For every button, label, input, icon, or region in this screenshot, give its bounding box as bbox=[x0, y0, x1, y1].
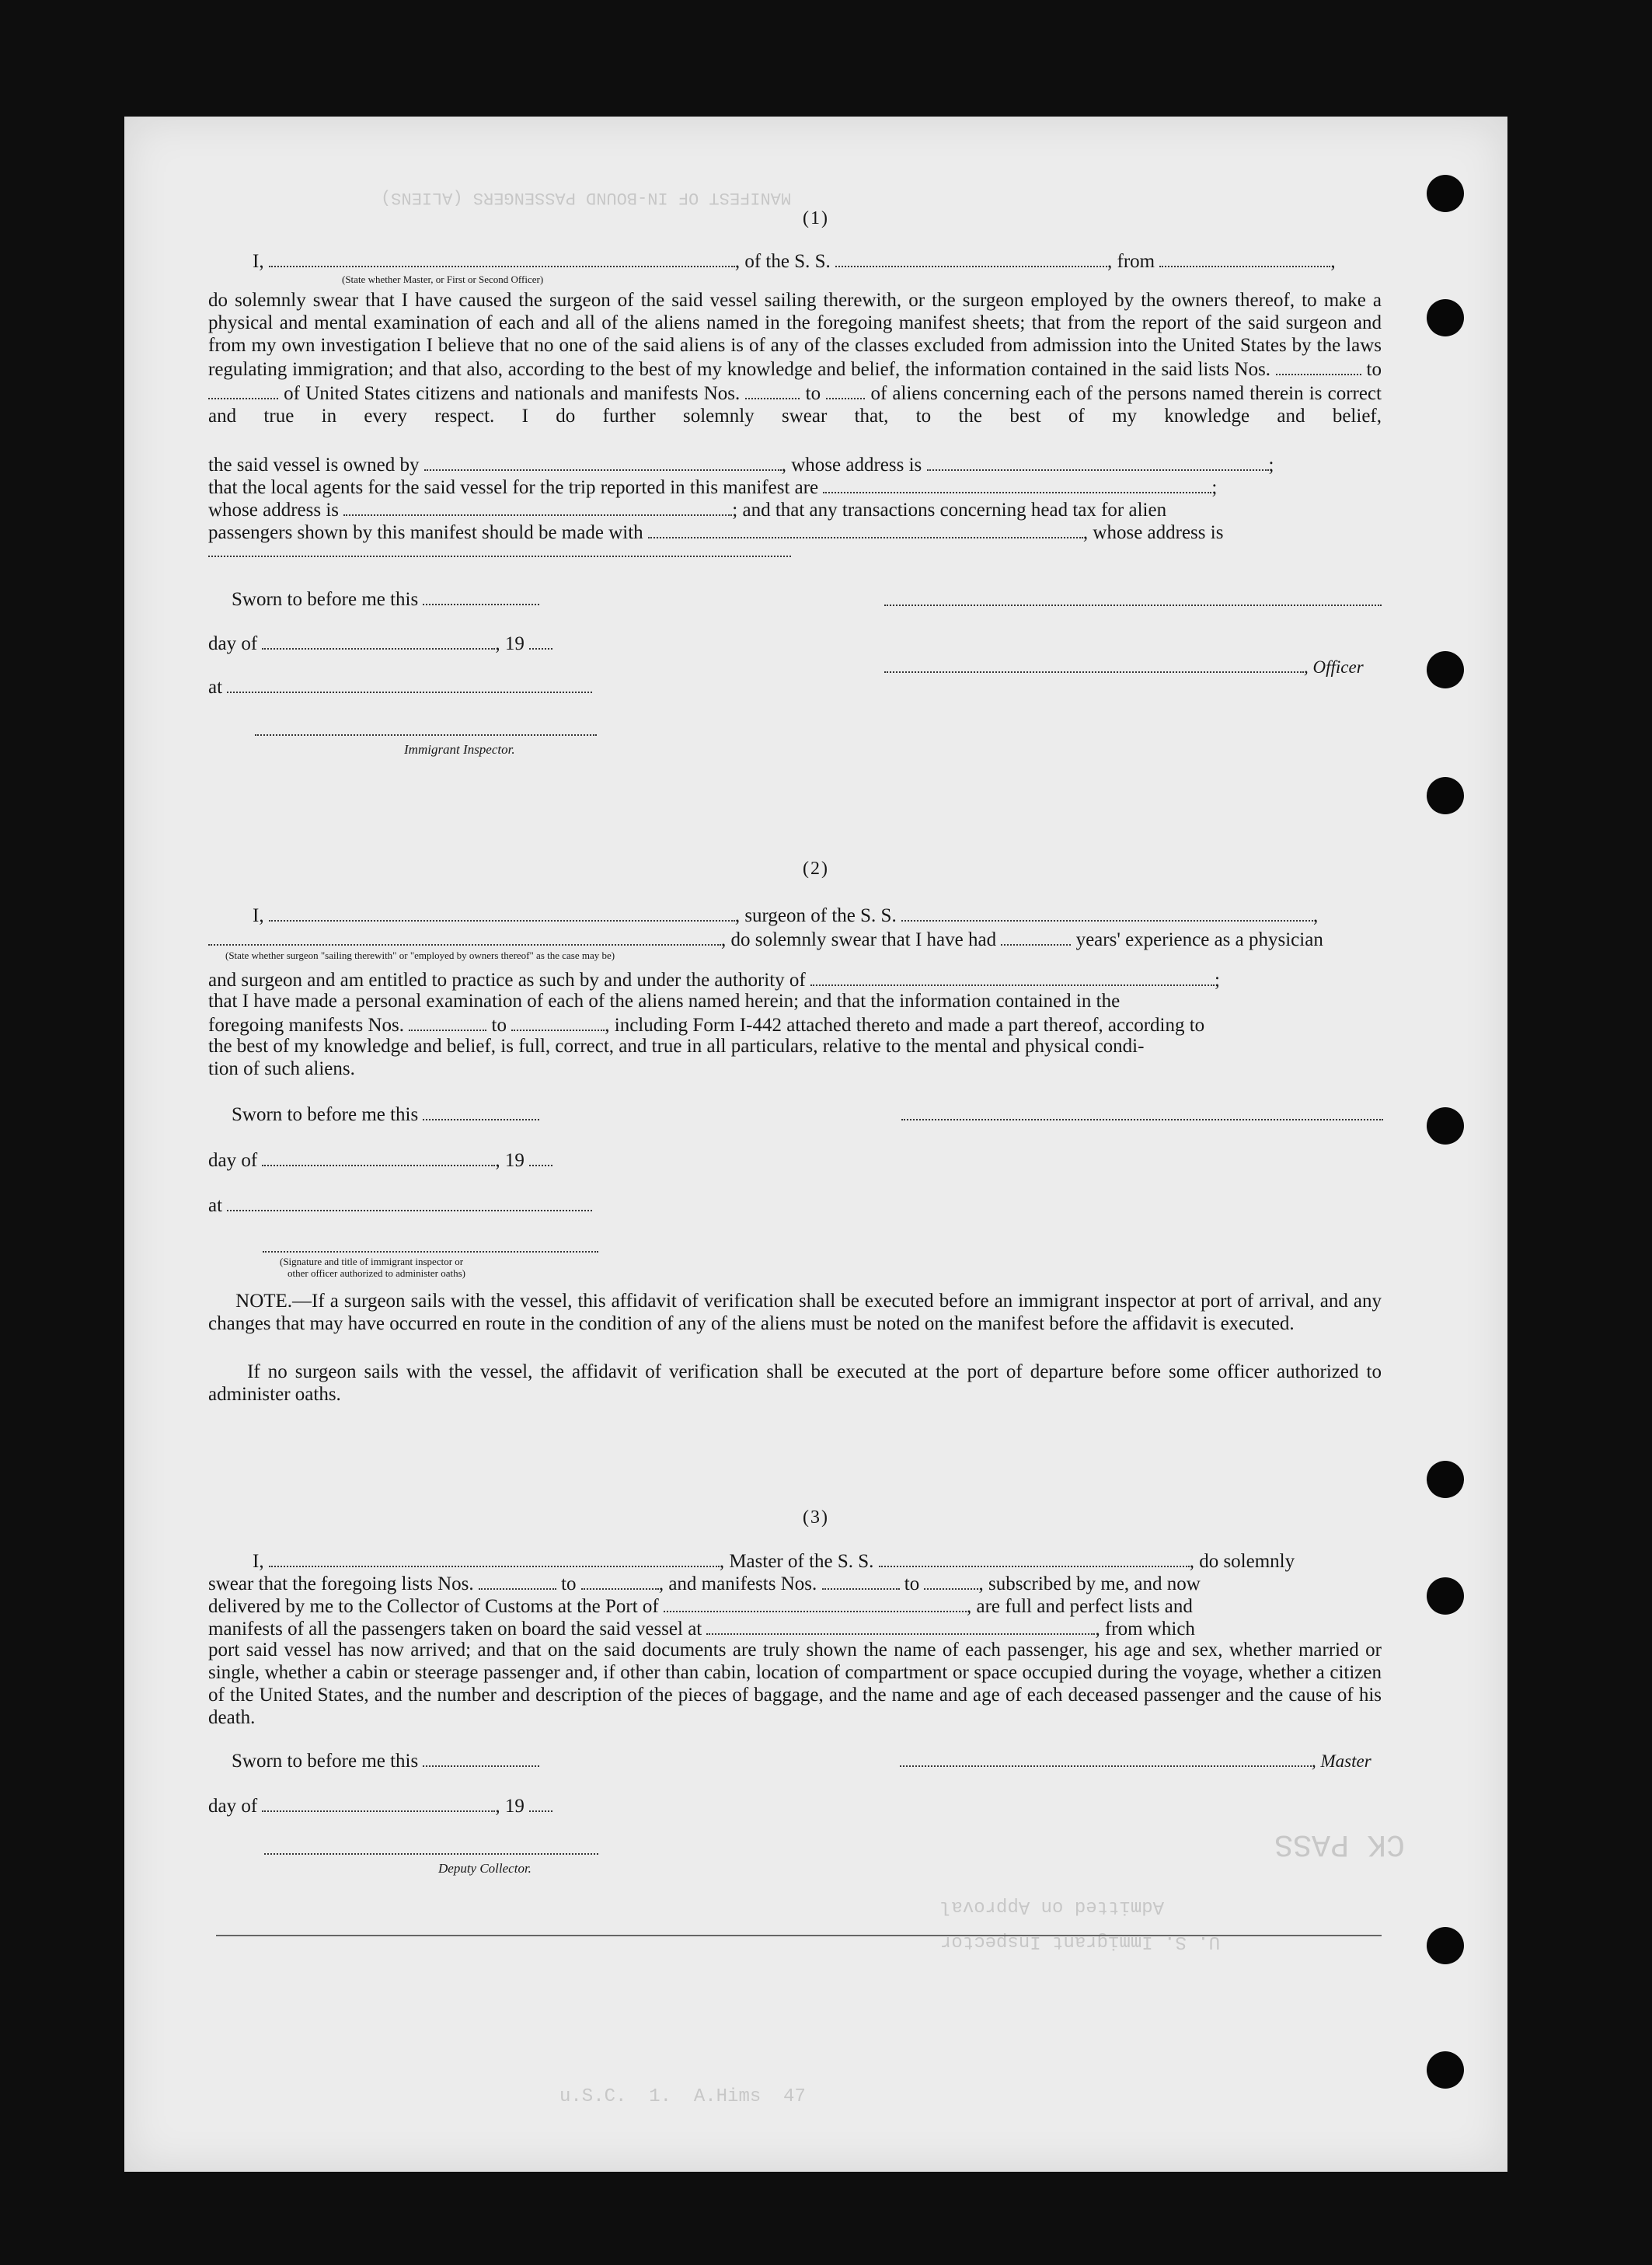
s3-full-label: , are full and perfect lists and bbox=[967, 1596, 1193, 1617]
s1-at-field[interactable] bbox=[227, 674, 592, 693]
lists-from-field[interactable] bbox=[1276, 357, 1361, 375]
s2-line-4: that I have made a personal examination of each of the aliens named herein; and that the information contained in the bbox=[208, 991, 1121, 1012]
s3-line-4 bbox=[208, 1616, 1195, 1641]
ghost-line: Admitted on Approval bbox=[940, 1896, 1165, 1917]
s1-of-ss: , of the S. S. bbox=[734, 251, 831, 272]
s3-collector-sig-field[interactable] bbox=[264, 1853, 598, 1855]
s1-day-field[interactable] bbox=[262, 631, 495, 650]
s1-at bbox=[208, 674, 592, 699]
s2-sworn-label: Sworn to before me this bbox=[232, 1104, 419, 1125]
manifests-from-field[interactable] bbox=[745, 381, 800, 399]
s3-sworn bbox=[232, 1748, 539, 1773]
s2-at bbox=[208, 1193, 592, 1218]
headtax-address-field[interactable] bbox=[208, 556, 791, 557]
header-faded: MANIFEST OF IN-BOUND PASSENGERS (ALIENS) bbox=[381, 188, 792, 207]
section-2-number: (2) bbox=[803, 859, 829, 879]
owner-field[interactable] bbox=[424, 452, 782, 471]
s3-lists-label: swear that the foregoing lists Nos. bbox=[208, 1573, 474, 1594]
binder-hole bbox=[1427, 1107, 1464, 1145]
officer-name-field[interactable] bbox=[269, 249, 735, 267]
s2-line-3: and surgeon and am entitled to practice as such by and under the authority of ; bbox=[208, 967, 1220, 992]
from-port-field[interactable] bbox=[1159, 249, 1330, 267]
s1-i: I, bbox=[253, 251, 264, 272]
owner-address-field[interactable] bbox=[927, 452, 1269, 471]
note-text-1: —If a surgeon sails with the vessel, this affidavit of verification shall be executed before an immigrant inspector at port of arrival, and any changes that may have occurred en route in the condition of any of the aliens must be noted on the manifest before the affidavit is executed. bbox=[208, 1291, 1382, 1334]
s1-year-field[interactable] bbox=[529, 631, 552, 650]
s3-dayof bbox=[208, 1793, 552, 1818]
s1-year-label: , 19 bbox=[495, 633, 525, 654]
s1-officer-line bbox=[884, 654, 1364, 679]
s1-to: to bbox=[1366, 359, 1382, 380]
s3-lists-to-field[interactable] bbox=[581, 1571, 659, 1590]
s2-year-label: , 19 bbox=[495, 1150, 525, 1171]
s3-sworn-label: Sworn to before me this bbox=[232, 1751, 419, 1772]
s3-subscribed-label: , subscribed by me, and now bbox=[978, 1573, 1201, 1594]
s1-whose-label: whose address is bbox=[208, 500, 340, 521]
s3-manifests-label: , and manifests Nos. bbox=[658, 1573, 817, 1594]
s2-hint: (State whether surgeon "sailing therewith" or "employed by owners thereof" as the case may be) bbox=[225, 950, 615, 961]
s1-officer-field[interactable] bbox=[884, 654, 1304, 673]
s1-to: to bbox=[805, 383, 821, 404]
s3-master-sig-field[interactable] bbox=[900, 1748, 1312, 1767]
bottom-rule bbox=[216, 1935, 1382, 1936]
s2-authority-label: and surgeon and am entitled to practice as such by and under the authority of bbox=[208, 970, 806, 991]
surgeon-type-field[interactable] bbox=[208, 927, 721, 946]
s1-sworn-field[interactable] bbox=[423, 587, 539, 605]
binder-hole bbox=[1427, 777, 1464, 814]
s1-headtax-label: ; and that any transactions concerning head tax for alien bbox=[732, 500, 1167, 521]
s1-inspector-sig-field[interactable] bbox=[255, 734, 597, 736]
note-label: NOTE. bbox=[235, 1291, 293, 1312]
s3-paragraph: port said vessel has now arrived; and that on the said documents are truly shown the name of each passenger, his age and sex, whether married or single, whether a cabin or steerage passenger and, if other than cabin, location of compartment or space occupied during the voyage, whether a citizen of the United States, and the number and description of the pieces of baggage, and the name and age of each deceased passenger and the cause of his death. bbox=[208, 1640, 1382, 1728]
s1-dayof bbox=[208, 631, 552, 656]
s3-dayof-label: day of bbox=[208, 1796, 258, 1817]
s2-sig-caption-1: (Signature and title of immigrant inspector or bbox=[280, 1256, 464, 1267]
binder-hole bbox=[1427, 1927, 1464, 1964]
s1-owned-address-label: , whose address is bbox=[781, 455, 922, 476]
s1-text-a: do solemnly swear that I have caused the surgeon of the said vessel sailing therewith, or the surgeon employed by the owners thereof, to make a physical and mental examination of each and all of the aliens named in the foregoing manifest sheets; that from the report of the said surgeon and from my own investigation I believe that no one of the said aliens is of any of the classes excluded from admission into the United States by the laws regulating immigration; and that also, according to the best of my knowledge and belief, the information contained in the said lists Nos. bbox=[208, 290, 1382, 380]
s2-vessel-field[interactable] bbox=[901, 903, 1313, 922]
s2-note-2 bbox=[208, 1361, 1382, 1406]
s3-to: to bbox=[561, 1573, 577, 1594]
agents-address-field[interactable] bbox=[343, 497, 732, 516]
s3-manifests-from-field[interactable] bbox=[822, 1571, 900, 1590]
s2-at-label: at bbox=[208, 1195, 223, 1216]
authority-field[interactable] bbox=[810, 967, 1215, 986]
s1-owned-line: the said vessel is owned by , whose address is ; bbox=[208, 452, 1274, 477]
s3-i: I, bbox=[253, 1551, 264, 1572]
s3-boarded-label: manifests of all the passengers taken on board the said vessel at bbox=[208, 1619, 702, 1640]
s3-year-field[interactable] bbox=[529, 1793, 552, 1812]
s3-master-line bbox=[900, 1748, 1371, 1773]
s3-port-field[interactable] bbox=[664, 1594, 967, 1612]
s3-vessel-field[interactable] bbox=[879, 1549, 1190, 1567]
s1-whose-line bbox=[208, 497, 1166, 522]
binder-hole bbox=[1427, 1577, 1464, 1615]
s2-line-5 bbox=[208, 1012, 1204, 1037]
s1-officer-sig-field[interactable] bbox=[884, 605, 1382, 606]
note-text-2: If no surgeon sails with the vessel, the affidavit of verification shall be executed at the port of departure before some officer authorized to administer oaths. bbox=[208, 1361, 1382, 1405]
s3-deputy-caption: Deputy Collector. bbox=[438, 1861, 531, 1876]
s1-line-1: I, , of the S. S. , from , bbox=[253, 249, 1336, 274]
s2-sworn-field[interactable] bbox=[423, 1102, 539, 1120]
s1-hint: (State whether Master, or First or Second Officer) bbox=[342, 274, 544, 285]
s2-officer-sig-field[interactable] bbox=[263, 1251, 598, 1253]
s1-at-label: at bbox=[208, 677, 223, 698]
surgeon-name-field[interactable] bbox=[269, 903, 735, 922]
section-3-number: (3) bbox=[803, 1507, 829, 1528]
s1-agents-line: that the local agents for the said vessel for the trip reported in this manifest are ; bbox=[208, 475, 1217, 500]
s3-swear-label: , do solemnly bbox=[1189, 1551, 1295, 1572]
s2-line-6: the best of my knowledge and belief, is full, correct, and true in all particulars, relative to the mental and physical condi- bbox=[208, 1036, 1145, 1057]
s3-line-1 bbox=[253, 1549, 1295, 1573]
s2-to: to bbox=[491, 1015, 507, 1036]
agents-field[interactable] bbox=[823, 475, 1211, 493]
binder-hole bbox=[1427, 1461, 1464, 1498]
s1-from: , from bbox=[1107, 251, 1155, 272]
s2-surgeon-label: , surgeon of the S. S. bbox=[734, 905, 897, 926]
s1-passengers-line bbox=[208, 520, 1223, 545]
s2-including-label: , including Form I-442 attached thereto and made a part thereof, according to bbox=[605, 1015, 1205, 1036]
s1-text-c: of aliens concerning each of the persons named therein is correct and true in every respect. I do further solemnly swear that, to the best of my knowledge and belief, bbox=[208, 383, 1382, 427]
lists-to-field[interactable] bbox=[208, 381, 278, 399]
s2-sig-caption-2: other officer authorized to administer oaths) bbox=[288, 1267, 465, 1279]
s1-dayof-label: day of bbox=[208, 633, 258, 654]
s2-years-label: years' experience as a physician bbox=[1075, 929, 1323, 950]
s3-line-3 bbox=[208, 1594, 1193, 1619]
s3-to: to bbox=[904, 1573, 920, 1594]
master-name-field[interactable] bbox=[269, 1549, 720, 1567]
ghost-line: u.S.C. 1. A.Hims 47 bbox=[559, 2086, 806, 2107]
s2-dayof-label: day of bbox=[208, 1150, 258, 1171]
s2-manifests-label: foregoing manifests Nos. bbox=[208, 1015, 405, 1036]
s2-i: I, bbox=[253, 905, 264, 926]
s2-day-field[interactable] bbox=[262, 1148, 495, 1166]
s3-port-label: delivered by me to the Collector of Customs at the Port of bbox=[208, 1596, 659, 1617]
s1-paragraph bbox=[208, 289, 1382, 427]
s1-text-b: of United States citizens and nationals and manifests Nos. bbox=[284, 383, 741, 404]
s2-sworn bbox=[232, 1102, 539, 1127]
s2-note bbox=[208, 1290, 1382, 1335]
s2-line-7: tion of such aliens. bbox=[208, 1058, 355, 1079]
s1-officer-label: , Officer bbox=[1304, 657, 1364, 677]
s2-line-1: I, , surgeon of the S. S. , bbox=[253, 903, 1318, 928]
ghost-line: U. S. Immigrant Inspector bbox=[940, 1931, 1221, 1952]
s3-master-label: , Master of the S. S. bbox=[719, 1551, 874, 1572]
years-field[interactable] bbox=[1001, 927, 1071, 946]
s3-year-label: , 19 bbox=[495, 1796, 525, 1817]
s1-whose2-label: , whose address is bbox=[1082, 522, 1224, 543]
s2-line-2 bbox=[208, 927, 1323, 952]
binder-hole bbox=[1427, 175, 1464, 212]
ghost-line: CK PASS bbox=[1274, 1826, 1406, 1861]
s1-inspector-caption: Immigrant Inspector. bbox=[404, 742, 515, 757]
manifest-page bbox=[124, 117, 1507, 2172]
section-1-number: (1) bbox=[803, 208, 829, 228]
s1-sworn bbox=[232, 587, 539, 612]
s3-line-2 bbox=[208, 1571, 1201, 1596]
binder-hole bbox=[1427, 299, 1464, 336]
s2-manifests-from-field[interactable] bbox=[409, 1012, 486, 1031]
vessel-name-field[interactable] bbox=[835, 249, 1107, 267]
s2-year-field[interactable] bbox=[529, 1148, 552, 1166]
s3-from-which-label: , from which bbox=[1095, 1619, 1195, 1640]
s3-master-role: , Master bbox=[1312, 1751, 1371, 1771]
s1-owned-label: the said vessel is owned by bbox=[208, 455, 420, 476]
s3-lists-from-field[interactable] bbox=[479, 1571, 556, 1590]
s1-passengers-label: passengers shown by this manifest should be made with bbox=[208, 522, 643, 543]
s3-sworn-field[interactable] bbox=[423, 1748, 539, 1767]
headtax-contact-field[interactable] bbox=[648, 520, 1083, 538]
s3-day-field[interactable] bbox=[262, 1793, 495, 1812]
s2-manifests-to-field[interactable] bbox=[511, 1012, 605, 1031]
s2-swear-label: , do solemnly swear that I have had bbox=[721, 929, 997, 950]
s2-dayof bbox=[208, 1148, 552, 1173]
s2-surgeon-sig-field[interactable] bbox=[901, 1119, 1383, 1120]
s1-sworn-label: Sworn to before me this bbox=[232, 589, 419, 610]
s3-manifests-to-field[interactable] bbox=[924, 1571, 978, 1590]
manifests-to-field[interactable] bbox=[826, 381, 865, 399]
binder-hole bbox=[1427, 2051, 1464, 2089]
s1-agents-label: that the local agents for the said vessel for the trip reported in this manifest are bbox=[208, 477, 819, 498]
binder-hole bbox=[1427, 651, 1464, 688]
s2-at-field[interactable] bbox=[227, 1193, 592, 1211]
s3-boarded-field[interactable] bbox=[706, 1616, 1095, 1635]
